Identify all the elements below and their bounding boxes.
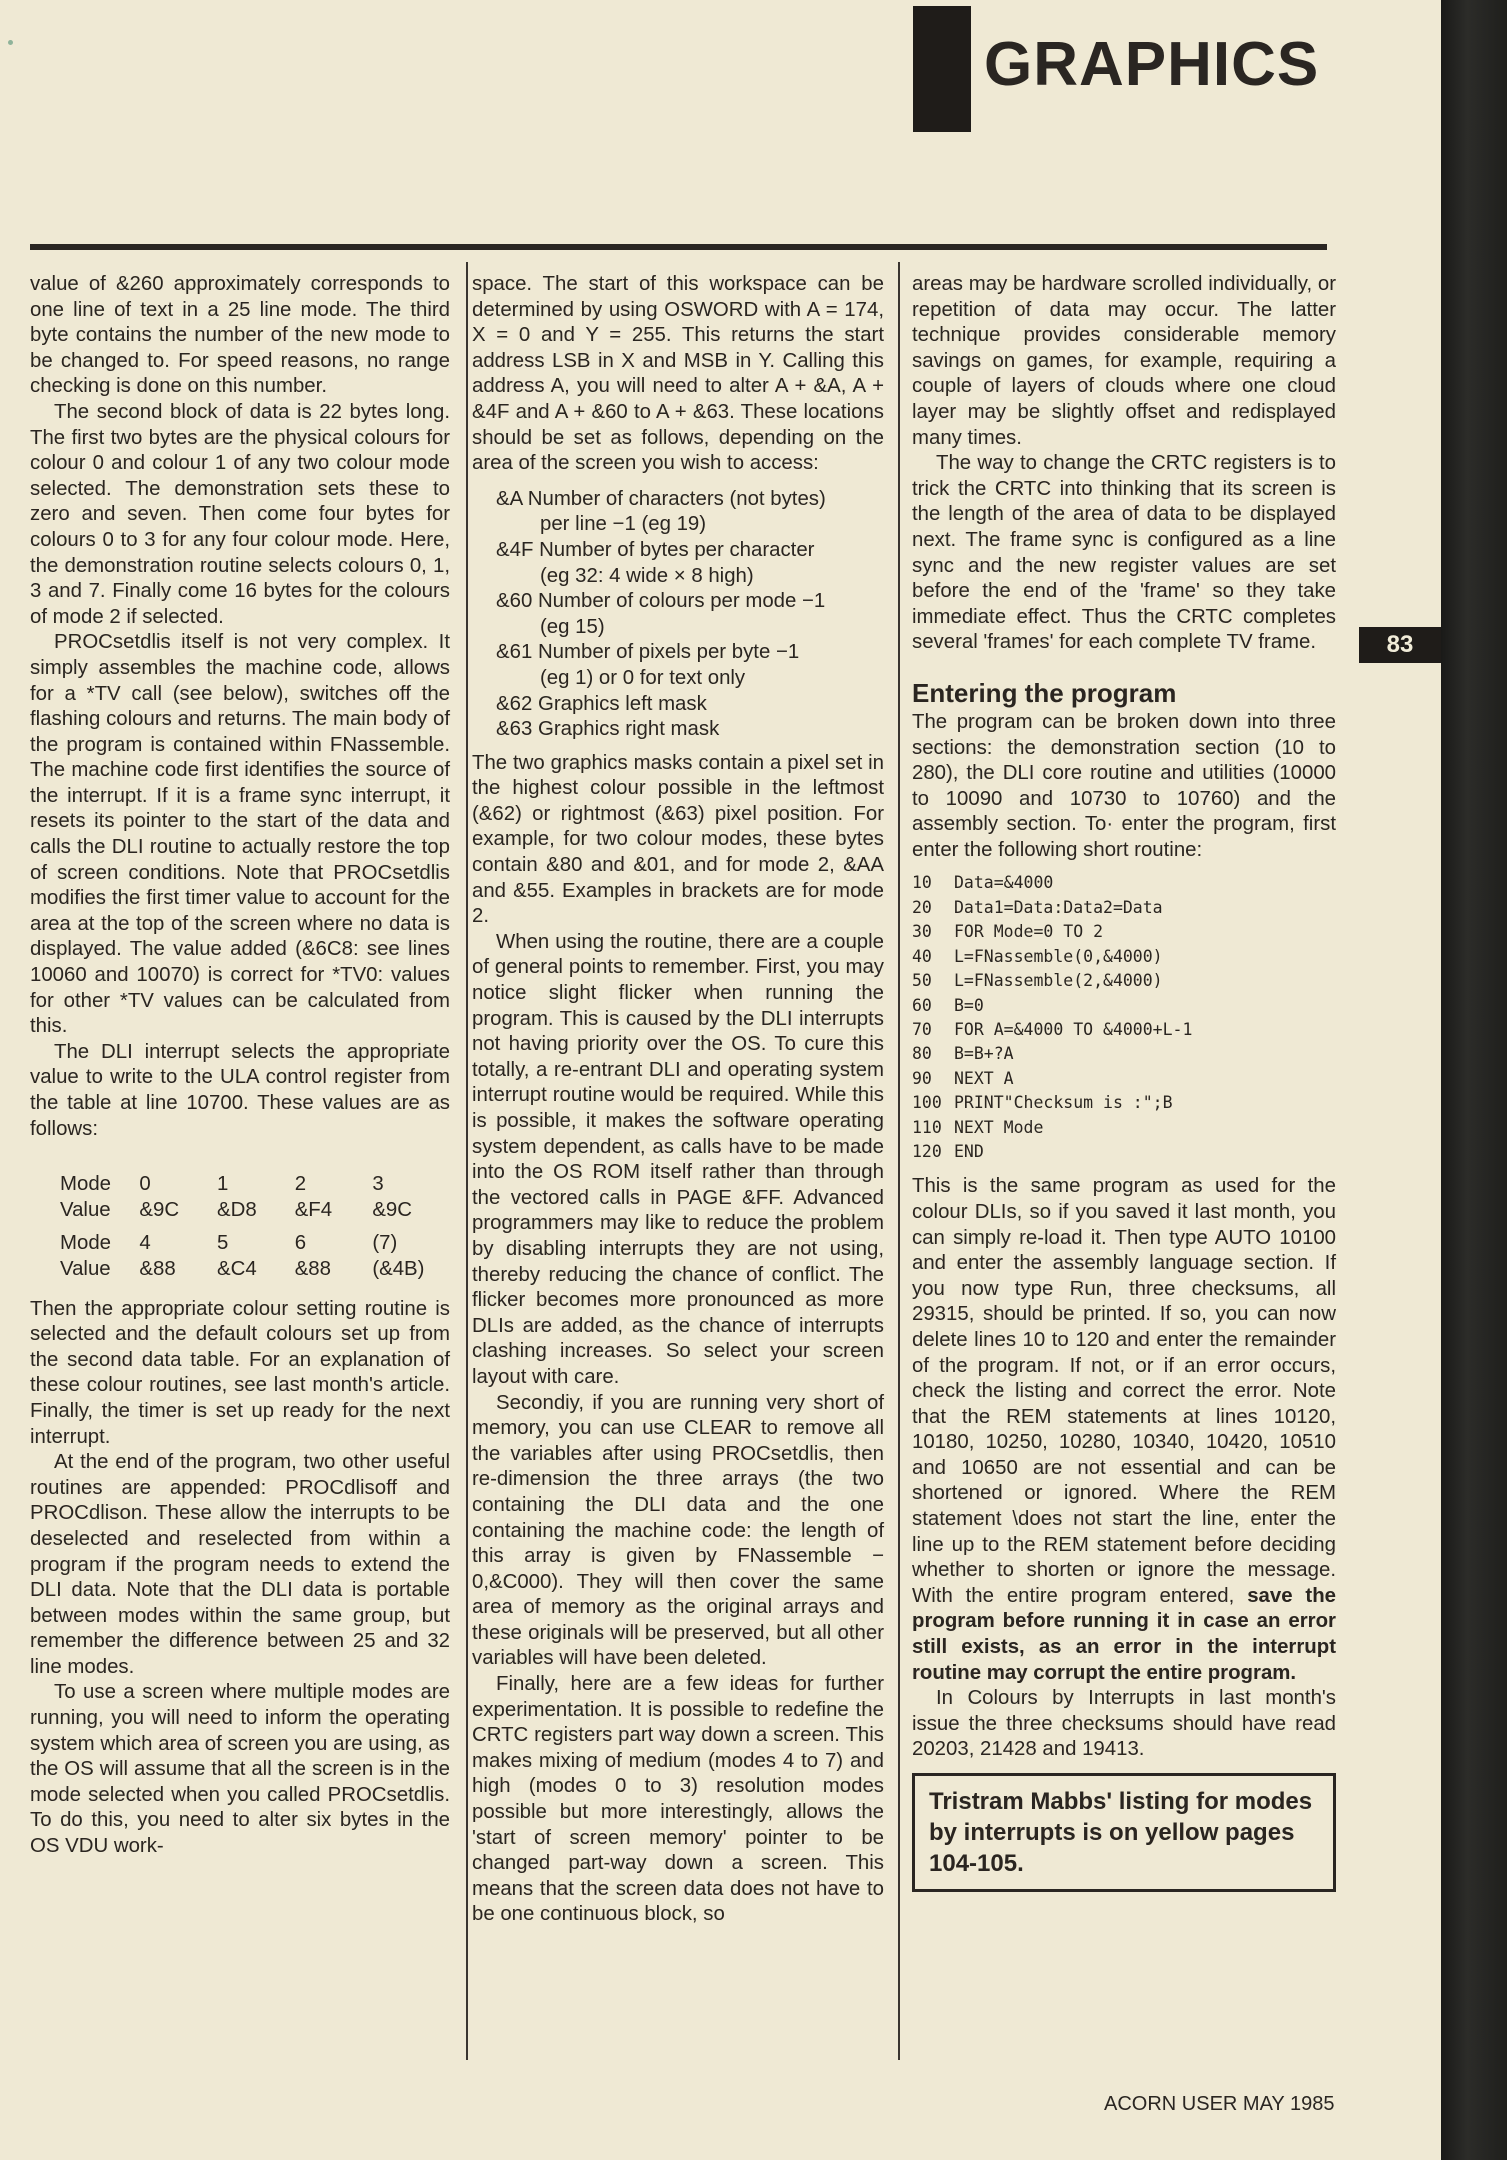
line-number: 50 (912, 971, 932, 991)
list-key: &60 (496, 590, 533, 613)
subheading: Entering the program (912, 677, 1177, 708)
paragraph: At the end of the program, two other useful routines are appended: PROCdlisoff and PROCdlison. These allow the interrupts to be deselected and reselected from within a program if the program needs to extend the DLI data. Note that the DLI data is portable between modes within the same group, but remember the difference between 25 and 32 line modes. (30, 1451, 450, 1678)
code-text: PRINT"Checksum is :";B (954, 1093, 1173, 1113)
footer: ACORN USER MAY 1985 (1104, 2093, 1335, 2115)
table-cell: 5 (217, 1232, 229, 1255)
code-text: END (954, 1141, 984, 1161)
paragraph: The way to change the CRTC registers is to trick the CRTC into thinking that its screen is the length of the area of data to be displayed next. The frame sync is configured as a line sync and the new register values are set before the end of the 'frame' so they take immediate effect. Thus the CRTC completes several 'frames' for each complete TV frame. (912, 452, 1336, 654)
table-cell: &88 (294, 1257, 331, 1280)
table-cell: &88 (139, 1257, 176, 1280)
code-text: Data1=Data:Data2=Data (954, 897, 1163, 917)
code-line (912, 1091, 1336, 1115)
code-text: NEXT A (954, 1068, 1014, 1088)
line-number: 70 (912, 1019, 932, 1039)
table-row (30, 1257, 450, 1283)
column-1 (30, 272, 450, 1860)
code-line (912, 994, 1336, 1018)
code-line (912, 920, 1336, 944)
paragraph: To use a screen where multiple modes are running, you will need to inform the operating system which area of screen you are using, as the OS will assume that all the screen is in the mode selected when you called PROCsetdlis. To do this, you need to alter six bytes in the OS VDU work- (30, 1681, 450, 1858)
code-line (912, 969, 1336, 993)
code-line (912, 871, 1336, 895)
line-number: 10 (912, 873, 932, 893)
table-cell: &D8 (217, 1198, 257, 1221)
table-row (30, 1231, 450, 1257)
line-number: 20 (912, 897, 932, 917)
emphasis: save the program before running it in case an error still exists, as an error in the interrupt routine may corrupt the entire program. (912, 1584, 1336, 1684)
code-line (912, 1140, 1336, 1164)
code-text: Data=&4000 (954, 873, 1054, 893)
paragraph: Finally, here are a few ideas for further experimentation. It is possible to redefine the CRTC registers part way down a screen. This makes mixing of medium (modes 4 to 7) and high (modes 0 to 3) resolution modes possible but more interestingly, allows the 'start of screen memory' pointer to be changed part-way down a screen. This means that the screen data does not have to be one continuous block, so (472, 1673, 884, 1926)
table-cell: Value (60, 1198, 111, 1221)
paragraph: Secondiy, if you are running very short of memory, you can use CLEAR to remove all the variables after using PROCsetdlis, then re-dimension the three arrays (the two containing the DLI data and the one containing the machine code: the length of this array is given by FNassemble − 0,&C000). They will then cover the same area of memory as the original arrays and these originals will be preserved, but all other variables will have been deleted. (472, 1391, 884, 1670)
list-continuation: (eg 15) (540, 615, 605, 638)
table-cell: Value (60, 1257, 111, 1280)
table-cell: 1 (217, 1173, 229, 1196)
code-text: FOR Mode=0 TO 2 (954, 922, 1104, 942)
paragraph: The DLI interrupt selects the appropriate value to write to the ULA control register from the table at line 10700. These values are as follows: (30, 1040, 450, 1140)
line-number: 80 (912, 1044, 932, 1064)
page-number: 83 (1359, 627, 1441, 663)
column-2 (472, 272, 884, 1928)
list-item (472, 589, 884, 640)
basic-listing (912, 871, 1336, 1164)
list-key: &61 (496, 641, 533, 664)
paragraph: When using the routine, there are a couple of general points to remember. First, you may notice slight flicker when running the program. This is caused by the DLI interrupts not having priority over the OS. To cure this totally, a re-entrant DLI and operating system interrupt routine would be required. While this is possible, it makes the software operating system dependent, as calls have to be made into the OS ROM itself rather than through the vectored calls in PAGE &FF. Advanced programmers may like to reduce the problem by disabling interrupts they are not using, thereby reducing the chance of conflict. The flicker becomes more pronounced as more DLIs are added, as the chance of interrupts clashing increases. So select your screen layout with care. (472, 930, 884, 1388)
list-text: Number of pixels per byte −1 (537, 641, 800, 664)
list-continuation: per line −1 (eg 19) (540, 513, 707, 536)
line-number: 110 (912, 1117, 942, 1137)
line-number: 40 (912, 946, 932, 966)
code-line (912, 1042, 1336, 1066)
list-continuation: (eg 1) or 0 for text only (540, 666, 746, 689)
table-cell: 4 (139, 1232, 151, 1255)
code-text: FOR A=&4000 TO &4000+L-1 (954, 1019, 1193, 1039)
top-rule (30, 244, 1327, 250)
paragraph: value of &260 approximately corresponds to one line of text in a 25 line mode. The third byte contains the number of the new mode to be changed to. For speed reasons, no range checking is done on this number. (30, 273, 450, 398)
table-cell: (&4B) (372, 1257, 425, 1280)
list-item (472, 487, 884, 538)
code-text: B=B+?A (954, 1044, 1014, 1064)
paragraph: The two graphics masks contain a pixel set in the highest colour possible in the leftmost (&62) or rightmost (&63) pixel position. For example, for two colour modes, these bytes contain &80 and &01, and for mode 2, &AA and &55. Examples in brackets are for mode 2. (472, 751, 884, 928)
paragraph: space. The start of this workspace can be determined by using OSWORD with A = 174, X = 0 and Y = 255. This returns the start address LSB in X and MSB in Y. Calling this address A, you will need to alter A + &A, A + &4F and A + &60 to A + &63. These locations should be set as follows, depending on the area of the screen you wish to access: (472, 273, 884, 475)
paragraph (912, 1174, 1336, 1686)
paragraph: areas may be hardware scrolled individually, or repetition of data may occur. The latter technique provides considerable memory savings on games, for example, requiring a couple of layers of clouds where one cloud layer may be slightly offset and redisplayed many times. (912, 273, 1336, 449)
paragraph: In Colours by Interrupts in last month's issue the three checksums should have read 20203, 21428 and 19413. (912, 1687, 1336, 1761)
table-cell: 2 (294, 1173, 307, 1196)
workspace-offset-list (472, 487, 884, 743)
list-key: &A (496, 487, 523, 510)
list-item (472, 538, 884, 589)
list-text: Graphics left mask (537, 692, 707, 715)
line-number: 100 (912, 1093, 942, 1113)
column-divider (898, 262, 900, 2060)
table-cell: Mode (60, 1173, 112, 1196)
paragraph: Then the appropriate colour setting routine is selected and the default colours set up from the second data table. For an explanation of these colour routines, see last month's article. Finally, the timer is set up ready for the next interrupt. (30, 1297, 450, 1448)
list-key: &62 (496, 692, 533, 715)
list-continuation: (eg 32: 4 wide × 8 high) (540, 564, 754, 587)
table-cell: &C4 (217, 1257, 257, 1280)
code-line (912, 945, 1336, 969)
code-text: NEXT Mode (954, 1117, 1044, 1137)
line-number: 90 (912, 1068, 932, 1088)
code-text: L=FNassemble(2,&4000) (954, 971, 1163, 991)
table-cell: &9C (139, 1198, 180, 1221)
header-block (913, 6, 971, 132)
list-item (472, 717, 884, 743)
list-text: Graphics right mask (537, 718, 720, 741)
list-text: Number of characters (not bytes) (527, 487, 826, 510)
code-text: B=0 (954, 995, 984, 1015)
table-cell: (7) (372, 1232, 398, 1255)
code-line (912, 1067, 1336, 1091)
list-text: Number of colours per mode −1 (537, 590, 826, 613)
list-text: Number of bytes per character (539, 538, 815, 561)
paragraph: PROCsetdlis itself is not very complex. It simply assembles the machine code, allows for a *TV call (see below), switches off the flashing colours and returns. The main body of the program is contained within FNassemble. The machine code first identifies the source of the interrupt. If it is a frame sync interrupt, it resets its pointer to the start of the data and calls the DLI routine to actually restore the top of screen conditions. Note that PROCsetdlis modifies the first timer value to account for the area at the top of the screen where no data is displayed. The value added (&6C8: see lines 10060 and 10070) is correct for *TV0: values for other *TV values can be calculated from this. (30, 631, 450, 1038)
table-cell: &9C (372, 1198, 412, 1221)
ula-value-table (30, 1172, 450, 1282)
list-key: &63 (496, 718, 533, 741)
section-title: GRAPHICS (984, 30, 1320, 99)
code-line (912, 1018, 1336, 1042)
table-row (30, 1172, 450, 1198)
paragraph: The program can be broken down into three sections: the demonstration section (10 to 280), the DLI core routine and utilities (10000 to 10090 and 10730 to 10760) and the assembly section. To· enter the program, first enter the following short routine: (912, 710, 1336, 861)
code-text: L=FNassemble(0,&4000) (954, 946, 1163, 966)
line-number: 60 (912, 995, 932, 1015)
listing-boxout: Tristram Mabbs' listing for modes by interrupts is on yellow pages 104-105. (912, 1773, 1336, 1892)
table-cell: &F4 (294, 1198, 333, 1221)
line-number: 30 (912, 922, 932, 942)
list-item (472, 640, 884, 691)
scan-mark (8, 40, 13, 45)
column-3 (912, 272, 1336, 1892)
column-divider (466, 262, 468, 2060)
paragraph-text: This is the same program as used for the colour DLIs, so if you saved it last month, you can simply re-load it. Then type AUTO 10100 and enter the assembly language section. If you now type Run, three checksums, all 29315, should be printed. If so, you can now delete lines 10 to 120 and enter the remainder of the program. If not, or if an error occurs, check the listing and correct the error. Note that the REM statements at lines 10120, 10180, 10250, 10280, 10340, 10420, 10510 and 10650 are not essential and can be shortened or ignored. Where the REM statement \does not start the line, enter the line up to the REM statement before deciding whether to shorten or ignore the message. With the entire program entered, (912, 1175, 1336, 1607)
page-edge (1441, 0, 1507, 2160)
list-key: &4F (496, 538, 534, 561)
paragraph: The second block of data is 22 bytes long. The first two bytes are the physical colours for colour 0 and colour 1 of any two colour mode selected. The demonstration sets these to zero and seven. Then come four bytes for colours 0 to 3 for any four colour mode. Here, the demonstration routine selects colours 0, 1, 3 and 7. Finally come 16 bytes for the colours of mode 2 if selected. (30, 400, 450, 628)
table-cell: 0 (139, 1173, 151, 1196)
table-cell: 3 (372, 1173, 384, 1196)
table-row (30, 1198, 450, 1224)
list-item (472, 692, 884, 718)
table-cell: 6 (294, 1232, 307, 1255)
code-line (912, 896, 1336, 920)
code-line (912, 1116, 1336, 1140)
table-cell: Mode (60, 1232, 112, 1255)
line-number: 120 (912, 1141, 942, 1161)
